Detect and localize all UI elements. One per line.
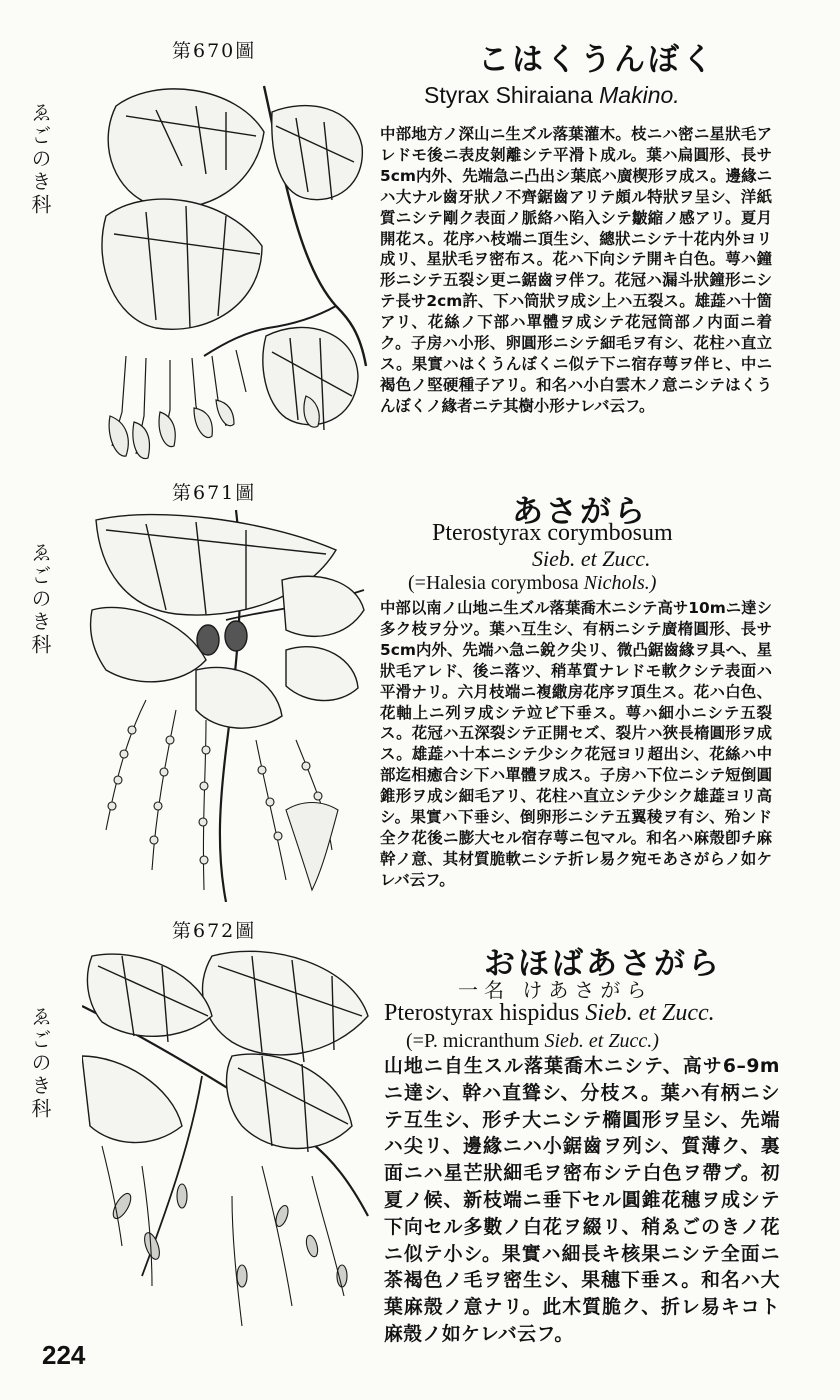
synonym-name: (=P. micranthum <box>406 1030 545 1052</box>
botanical-illustration-670 <box>86 66 368 462</box>
figure-number: 第672圖 <box>172 920 257 942</box>
genus-species: Pterostyrax hispidus <box>384 1000 586 1026</box>
family-label: ゑごのき科 <box>28 1006 52 1121</box>
description-text: 中部以南ノ山地ニ生ズル落葉喬木ニシテ高サ10mニ達シ多ク枝ヲ分ツ。葉ハ互生シ、有柄ニシテ廣楕圓形、長サ5cm内外、先端ハ急ニ銳ク尖リ、微凸鋸齒緣ヲ具ヘ、星狀毛アレド、後ニ落ツ、稍革質ナレドモ軟クシテ表面ハ平滑ナリ。六月枝端ニ複繖房花序ヲ頂生ス。花ハ白色、花軸上ニ列ヲ成シテ竝ビ下垂ス。萼ハ細小ニシテ五裂ス。花冠ハ五深裂シテ正開セズ、裂片ハ狹長楕圓形ヲ成ス。雄蕋ハ十本ニシテ少シク花冠ヨリ超出シ、花絲ハ中部迄相癒合シ下ハ單體ヲ成ス。子房ハ下位ニシテ短倒圓錐形ヲ成シ細毛アリ、花柱ハ直立シテ少シク雄蕋ヨリ高シ。果實ハ下垂シ、倒卵形ニシテ五翼稜ヲ有シ、殆ンド全ク花後ニ膨大セル宿存萼ニ包マル。和名ハ麻殼卽チ麻幹ノ意、其材質脆軟ニシテ折レ易ク宛モあさがらノ如ケレバ云フ。 <box>380 599 772 889</box>
synonym <box>408 572 656 595</box>
synonym-name: (=Halesia corymbosa <box>408 572 584 594</box>
entry-671 <box>0 470 840 910</box>
description-text: 山地ニ自生スル落葉喬木ニシテ、高サ6–9m ニ達シ、幹ハ直聳シ、分枝ス。葉ハ有柄ニシテ互生シ、形チ大ニシテ橢圓形ヲ呈シ、先端ハ尖リ、邊緣ニハ小鋸齒ヲ列シ、質薄ク、裏面ニハ星芒狀細毛ヲ密布シテ白色ヲ帶ブ。初夏ノ候、新枝端ニ垂下セル圓錐花穗ヲ成シテ下向セル多數ノ白花ヲ綴リ、稍ゑごのきノ花ニ似テ小シ。果實ハ細長キ核果ニシテ全面ニ茶褐色ノ毛ヲ密生シ、果穗下垂ス。和名ハ大葉麻殼ノ意ナリ。此木質脆ク、折レ易キコト麻殼ノ如ケレバ云フ。 <box>384 1056 780 1345</box>
scientific-name <box>424 82 680 109</box>
botanical-illustration-671 <box>86 510 366 902</box>
title-japanese: おほばあさがら <box>484 946 722 982</box>
title-japanese: あさがら <box>512 494 648 530</box>
authority: Makino. <box>599 82 680 108</box>
alternate-name: 一名 けあさがら <box>458 978 653 1002</box>
synonym <box>406 1030 659 1053</box>
description-text: 中部地方ノ深山ニ生ズル落葉灌木。枝ニハ密ニ星狀毛アレドモ後ニ表皮剝離シテ平滑ト成ル。葉ハ扁圓形、長サ5cm内外、先端急ニ凸出シ葉底ハ廣楔形ヲ成ス。邊緣ニハ大ナル齒牙狀ノ不齊鋸齒アリテ頗ル特狀ヲ呈シ、洋紙質ニシテ剛ク表面ノ脈絡ハ陷入シテ皺縮ノ感アリ。夏月開花ス。花序ハ枝端ニ頂生シ、總狀ニシテ十花内外ヨリ成リ、星狀毛ヲ密布ス。花ハ下向シテ開キ白色。萼ハ鐘形ニシテ五裂シ更ニ鋸齒ヲ伴フ。花冠ハ漏斗狀鐘形ニシテ長サ2cm許、下ハ筒狀ヲ成シ上ハ五裂ス。雄蕋ハ十箇アリ、花絲ノ下部ハ單體ヲ成シテ花冠筒部ノ内面ニ着ク。子房ハ小形、卵圓形ニシテ細毛ヲ有シ、花柱ハ直立ス。果實ハはくうんぼくニ似テ下ニ宿存萼ヲ伴ヒ、中ニ褐色ノ堅硬種子アリ。和名ハ小白雲木ノ意ニシテはくうんぼくノ緣者ニテ其樹小形ナレバ云フ。 <box>380 125 772 415</box>
page-number: 224 <box>42 1340 86 1370</box>
authority: Sieb. et Zucc. <box>532 546 651 571</box>
scientific-name: Pterostyrax corymbosum <box>432 520 673 546</box>
synonym-authority: Nichols.) <box>583 572 657 594</box>
figure-number: 第671圖 <box>172 482 257 504</box>
family-label: ゑごのき科 <box>28 542 52 657</box>
family-label: ゑごのき科 <box>28 102 52 217</box>
genus-species: Styrax Shiraiana <box>424 82 600 108</box>
entry-672 <box>0 910 840 1350</box>
botanical-illustration-672 <box>82 946 372 1342</box>
authority: Sieb. et Zucc. <box>585 1000 715 1026</box>
synonym-authority: Sieb. et Zucc.) <box>544 1030 659 1052</box>
entry-670 <box>0 0 840 470</box>
scientific-name <box>384 1000 715 1027</box>
figure-number: 第670圖 <box>172 40 257 62</box>
title-japanese: こはくうんぼく <box>478 42 716 78</box>
